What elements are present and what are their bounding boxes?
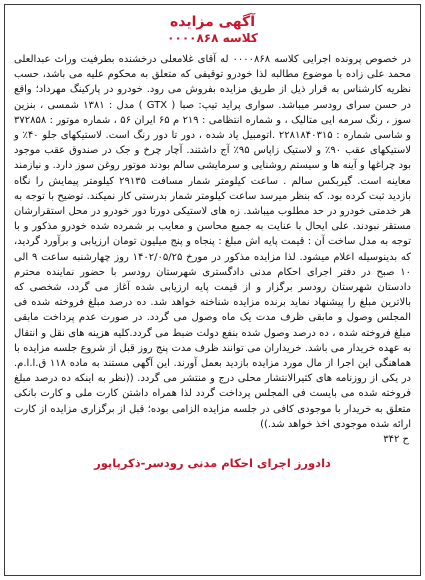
signature-line: دادورز اجرای احکام مدنی رودسر-ذکرپاپور — [94, 456, 331, 471]
notice-body: در خصوص پرونده اجرایی کلاسه ۰۰۰۰۸۶۸ له آقای غلامعلی درخشنده بطرفیت وراث عبدالعلی محمد علی زاده با موضوع مطالبه لذا خودرو توقیفی که متعلق به محکوم علیه می باشد، حسب نظریه کارشناس به قرار ذیل از طریق مزایده بفروش می رود. خودرو در پارکینگ مهرداد؛ واقع در حسن سرای رودسر میباشد. سواری پراید تیپ: صبا ( GTX ) مدل : ۱۳۸۱ شمسی ، بنزین سوز ، رنگ سرمه ایی متالیک ، و شماره انتظامی : ۲۱۹ م ۶۵ ایران ۵۶ ، شماره موتور : ۳۷۲۸۵۸ و شاسی شماره : ۲۲۸۱۸۴۰۳۱۵ .اتومبیل یاد شده ، دور تا دور رنگ است. لاستیکهای جلو ۴۰٪ و لاستیکهای عقب ۹۰٪ و لاستیک زاپاس ۹۵٪ آج داشتند. آچار چرخ و جک در صندوق عقب موجود بود چراغها و آینه ها و سیستم روشنایی و سرمایشی سالم بودند موتور روغن سوز دارد. و نیازمند معاینه است. گیربکس سالم . ساعت کیلومتر شمار مسافت ۲۹۱۳۵ کیلومتر پیمایش را نگاه بازدید ثبت کرده بود. که بنظر میرسد ساعت کیلومتر شمار بدرستی کار نمیکند. توضیح با توجه به هر خدمتی خودرو در حد مطلوب میباشد. زه های لاستیکی دورتا دور خودرو در محل استقرارشان مستقر نبودند. علی ایحال با عنایت به جمیع محاسن و معایب بر شمرده شده خودرو مذکور و با توجه به مدل ساخت آن : قیمت پایه اش مبلغ : پنجاه و پنج میلیون تومان ارزیابی و برآورد گردید، که بدینوسیله اعلام میشود. لذا مزایده مذکور در مورخ ۱۴۰۲/۰۵/۲۵ روز چهارشنبه ساعت ۹ الی ۱۰ صبح در دفتر اجرای احکام مدنی دادگستری شهرستان رودسر با حضور نماینده محترم دادستان شهرستان رودسر برگزار و از قیمت پایه ارزیابی شده آغاز می گردد، شخصی که بالاترین مبلغ را پیشنهاد نماید برنده مزایده شناخته خواهد شد. ده درصد مبلغ فروخته شده فی المجلس وصول و مابقی ظرف مدت یک ماه وصول می گردد. در صورت عدم پرداخت مابقی مبلغ فروخته شده ، ده درصد وصول شده بنفع دولت ضبط می گردد.کلیه هزینه های نقل و انتقال به عهده خریدار می باشد. خریداران می توانند ظرف مدت پنج روز قبل از شروع جلسه مزایده با هماهنگی این اجرا از مال مورد مزایده بازدید بعمل آورند. این آگهی مستند به ماده ۱۱۸ ق.ا.ا.م. در یکی از روزنامه های کثیرالانتشار محلی درج و منتشر می گردد. ((نظر به اینکه ده درصد مبلغ فروخته شده می بایست فی المجلس پرداخت گردد لذا همراه داشتن کارت ملی و کارت بانکی متعلق به خریدار با موجودی کافی در جلسه مزایده الزامی بوده؛ قبل از برگزاری مزایده از کارت ارائه شده موجودی اخذ خواهد شد.)) — [14, 54, 412, 430]
notice-border — [4, 4, 421, 576]
case-number: کلاسه ۰۰۰۰۸۶۸ — [167, 31, 258, 45]
reference-code: ح ۳۴۲ — [383, 434, 409, 446]
notice-title: آگهی مزایده — [169, 14, 255, 30]
